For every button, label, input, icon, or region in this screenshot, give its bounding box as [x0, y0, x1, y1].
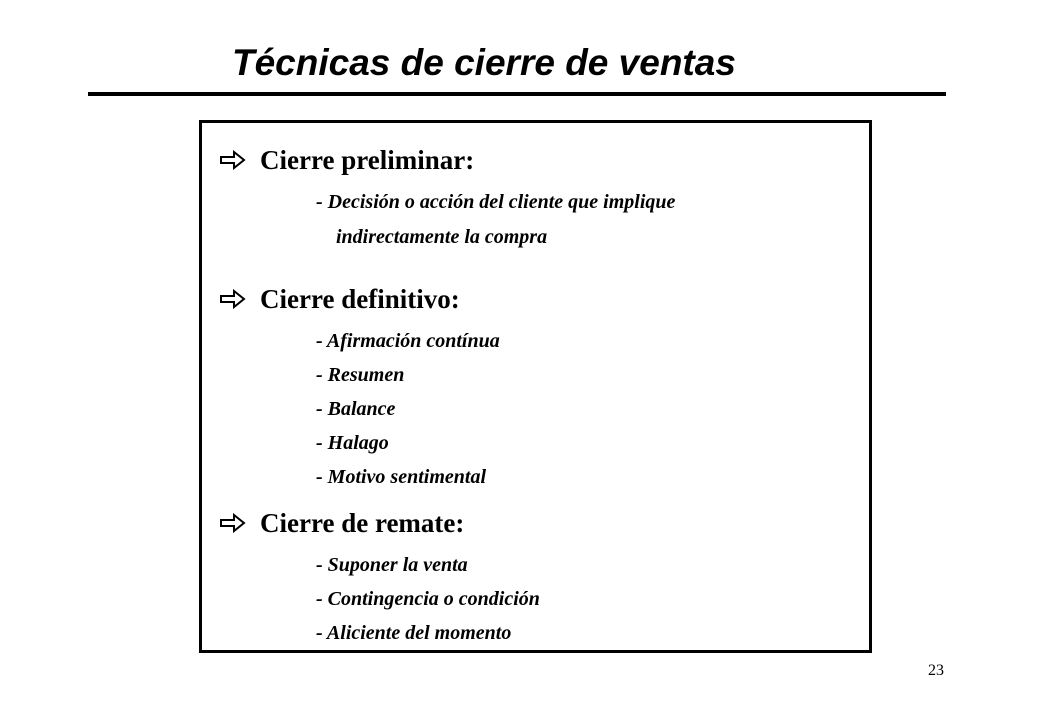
list-item: - Aliciente del momento: [316, 622, 512, 644]
list-item: - Decisión o acción del cliente que implique: [316, 191, 676, 213]
section-cierre-preliminar: [220, 143, 675, 255]
content-box: [199, 120, 872, 653]
section-cierre-definitivo: [220, 282, 500, 494]
list-item: - Balance: [316, 398, 396, 420]
list-item: - Contingencia o condición: [316, 588, 540, 610]
section-heading: [220, 143, 675, 177]
section-items: [316, 324, 500, 494]
section-cierre-de-remate: [220, 506, 540, 650]
slide-title: Técnicas de cierre de ventas: [232, 42, 736, 83]
list-item: - Suponer la venta: [316, 554, 468, 576]
hollow-right-arrow-icon: [220, 513, 246, 533]
section-items: [316, 548, 540, 650]
section-items: [316, 185, 675, 255]
list-item: - Resumen: [316, 364, 405, 386]
section-heading-label: Cierre definitivo:: [260, 283, 460, 314]
page-number: 23: [928, 662, 944, 679]
list-item: - Motivo sentimental: [316, 466, 486, 488]
section-heading: [220, 282, 500, 316]
list-item: - Halago: [316, 432, 389, 454]
title-underline: [88, 92, 946, 96]
section-heading-label: Cierre preliminar:: [260, 144, 475, 175]
hollow-right-arrow-icon: [220, 150, 246, 170]
list-item: indirectamente la compra: [336, 226, 548, 248]
hollow-right-arrow-icon: [220, 289, 246, 309]
section-heading: [220, 506, 540, 540]
section-heading-label: Cierre de remate:: [260, 507, 465, 538]
list-item: - Afirmación contínua: [316, 330, 500, 352]
